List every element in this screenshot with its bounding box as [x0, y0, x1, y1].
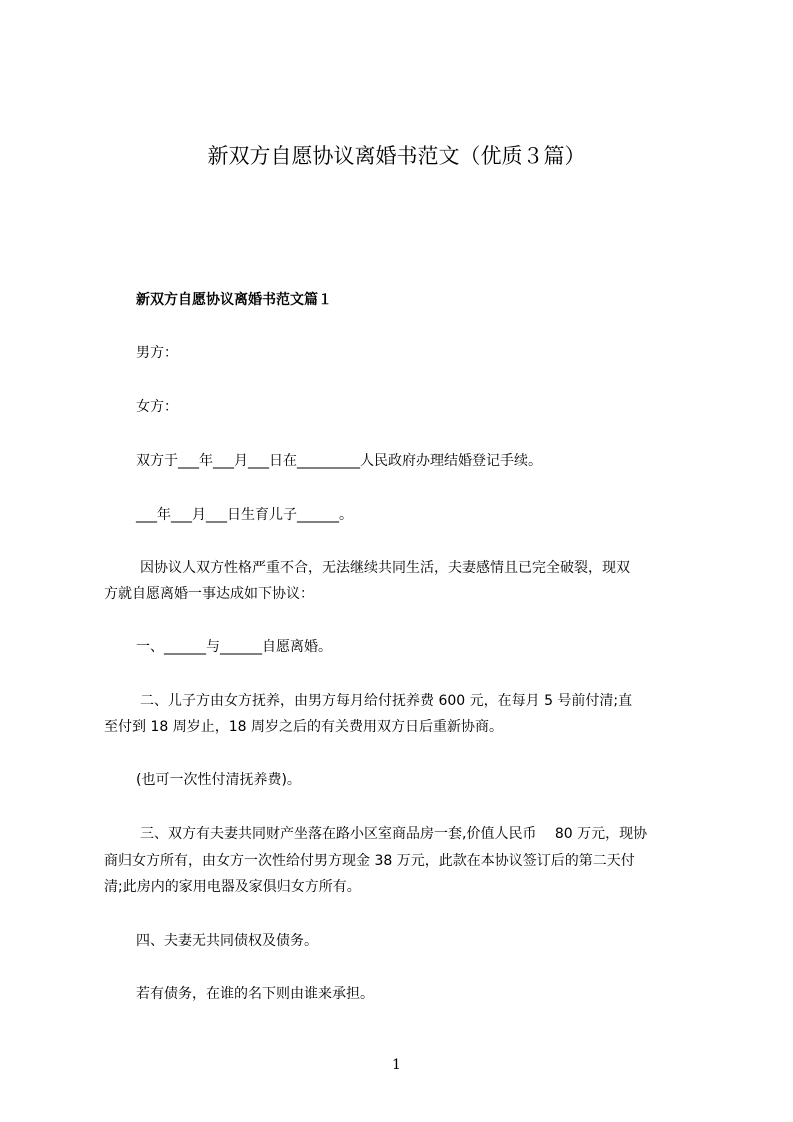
marriage-registration-paragraph: 双方于___年___月___日在_________人民政府办理结婚登记手续。: [136, 453, 542, 469]
section-heading: 新双方自愿协议离婚书范文篇１: [136, 292, 332, 308]
page-number: 1: [392, 1057, 401, 1073]
clause-three-line-2: 商归女方所有，由女方一次性给付男方现金 38 万元，此款在本协议签订后的第二天付: [104, 853, 635, 869]
clause-two-note: (也可一次性付清抚养费)。: [136, 772, 301, 788]
clause-three-line-3: 清;此房内的家用电器及家俱归女方所有。: [104, 879, 361, 895]
clause-one-paragraph: 一、______与______自愿离婚。: [136, 639, 332, 655]
clause-two-line-2: 至付到 18 周岁止，18 周岁之后的有关费用双方日后重新协商。: [104, 719, 503, 735]
reason-paragraph-line-2: 方就自愿离婚一事达成如下协议：: [104, 586, 314, 602]
reason-paragraph-line-1: 因协议人双方性格严重不合，无法继续共同生活，夫妻感情且已完全破裂，现双: [140, 560, 630, 576]
clause-three-line-1: 三、双方有夫妻共同财产坐落在路小区室商品房一套,价值人民币 80 万元，现协: [140, 826, 648, 842]
document-title: 新双方自愿协议离婚书范文（优质３篇）: [207, 144, 586, 168]
clause-two-line-1: 二、儿子方由女方抚养，由男方每月给付抚养费 600 元，在每月 5 号前付清;直: [140, 693, 633, 709]
female-party-label: 女方：: [136, 399, 178, 415]
male-party-label: 男方：: [136, 345, 178, 361]
clause-four-paragraph: 四、夫妻无共同债权及债务。: [136, 933, 318, 949]
child-birth-paragraph: ___年___月___日生育儿子______。: [136, 507, 353, 523]
debt-note-paragraph: 若有债务，在谁的名下则由谁来承担。: [136, 986, 374, 1002]
